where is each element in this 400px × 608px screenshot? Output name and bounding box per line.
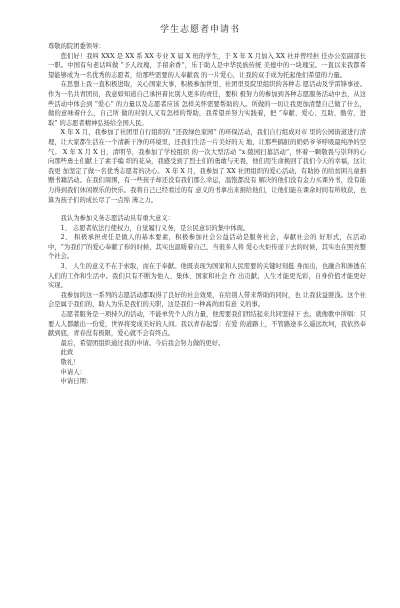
paragraph-intro: 您们好！我叫 XXX 是 XX 系 XX 专业 X 届 X 班的学生，于 X 年 X 月加入 XX 社并曾经担 任办公室副部长一职。中国有句老话叫做 “予人玫瑰，手留余香”，乐于助人是中华民族传统 美德中的一块瑰宝。一直以来我都希望能够成为一名优秀的志愿者，给那些需要的人奉献我 的一片爱心，让我的双手成为托起他们希望的力量。	[48, 52, 366, 79]
applicant-label: 申请人：	[60, 368, 86, 376]
sign-off	[48, 348, 366, 386]
sign-off-line-2: 敬礼！	[60, 359, 80, 366]
section-gap	[48, 205, 366, 214]
paragraph-activities: X 年 X 月，我参加了社团里自行组织的 “还我绿色家园” 的环保活动，我们自行组成对市 里的公园街道进行清理，让大家都生活在一个清新干净的环境里，还我们生活一片美好的天 地，让那些搞脏的奶奶爷爷呼吸最纯净的空气。 X 年 X 月 X 日，清明节，我参加了学校组织 的一次大型活动 “x 陵园扫墓活动”，怀着一颗敬畏与崇拜的心向那些勇士们献上了素手编 织的花朵，我感受到了烈士们的勇敢与无畏，他们用生命换回了我们今天的幸福，这让我更 加坚定了做一名优秀志愿者的决心。 X 年 X 月，我参加了 XX 社团组织的爱心活动，有助协 的给贫困儿童捐赠书籍活动。在我们周围，有一些孩子却还没有我们那么幸运，温饱都没有 解决的他们没有金力买课外书，没有能力得到我们休闲娱乐的快乐。我将自己已经看过的有 意义的书拿出来捐给他们，让他们能在课余时间有所收获，也算为孩子们的成长尽了一点绵 薄之力。	[48, 129, 366, 204]
point-2: 2、 积极承担责任是做人的基本要素，积极参加社会公益活动是服务社会，奉献社会的 好形式，在活动中，“为我们”的爱心奉献了你的时候，其实也温暖着自己，当很多人将 爱心火炬传递下去的时候，其实也在照亮整个社会。	[48, 234, 366, 261]
date-label: 申请日期：	[60, 378, 93, 386]
point-1: 1、 志愿者依法行使权力，自觉履行义务，是公民意识的集中体现。	[60, 224, 250, 232]
paragraph-thoughts: 在思想上我一直积极进取，关心国家大事，积极参加世里、社团里及院里组织的各种志 愿活动及学雷锋事迹。作为一名共青团员，我意如知道自己承担着比别人更多的责任，要积 极努力的参加到各种志愿服务活动中去，从这些活动中体会到 “爱心” 的力量以及志愿者应该 怎样关怀需要帮助的人。所做的一切让我更加清楚自己做了什么，做的意味着什么，自己所 做的对别人又有怎样的帮助，我希望并努力实践着，把 “奉献、爱心、互助、勤劳、进取” 的志愿者精神弘扬给全国人民。	[48, 81, 366, 127]
sign-off-line-1: 此致	[60, 349, 74, 357]
understanding-intro: 我认为参加义务志愿活动具有重大意义：	[60, 215, 174, 223]
salutation: 尊敬的院团委领导：	[48, 43, 105, 50]
closing-paragraph-3: 最后，希望团组织通过我的申请。今后我会努力做的更好。	[60, 339, 225, 347]
point-3: 3、 人生的意义不在于索取，而在于奉献。他既表现为国家和人民需要的关键时刻挺 身而出，也融合和渗透在人们的工作和生活中。我们只有不断为他人、集体、国家和社会 作 出贡献，人生才能更光彩，自身价值才能更好实现。	[48, 263, 366, 290]
closing-paragraph-1: 我参加的这一系列的志愿活动都取得了良好的社会效果，在给别人带来帮助的同时，也 让我获益匪浅。这个社会是属于我们的，助人为乐是我们的天职，这是我们一种高尚而有意 义的事。	[48, 291, 366, 309]
document-body	[48, 42, 366, 387]
closing-paragraph-2: 志愿者服务是一项持久的活动，不能单凭个人的力量，他需要我们团结起来共同坚持下 去。就像歌中所唱：只要人人都献出一份爱，世界将变成美好的人间。我以青春起誓：在爱 的道路上，不管路途多么遥远坎坷，我依然奉献到底，青春没有极限，爱心就不会有终点。	[48, 311, 366, 338]
page-title: 学生志愿者申请书	[159, 25, 240, 35]
